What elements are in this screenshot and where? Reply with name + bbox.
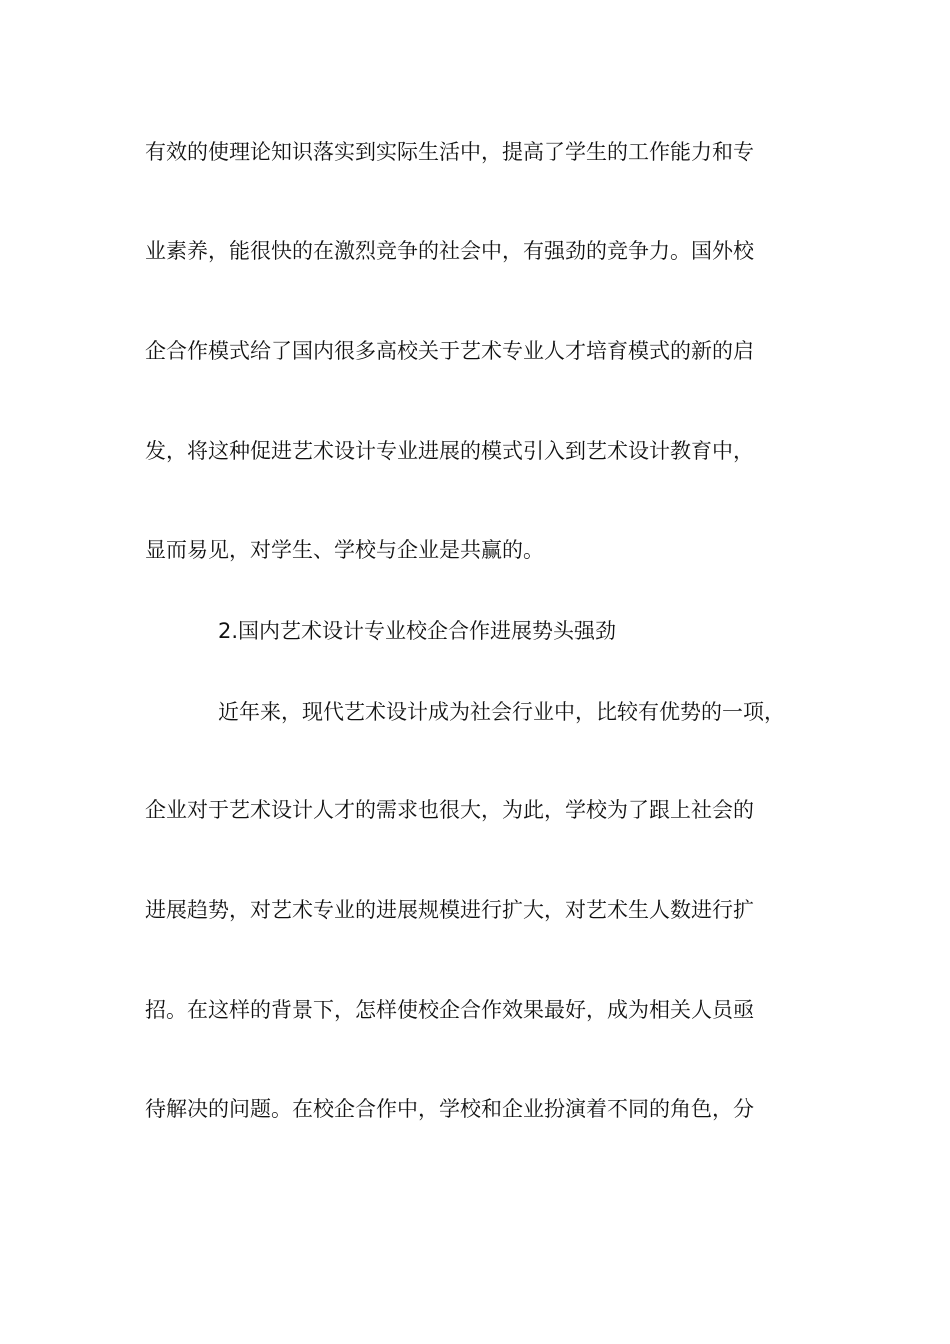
paragraph-line: 企业对于艺术设计人才的需求也很大，为此，学校为了跟上社会的: [145, 798, 754, 822]
paragraph-line: 发，将这种促进艺术设计专业进展的模式引入到艺术设计教育中，: [145, 439, 754, 463]
paragraph-line: 显而易见，对学生、学校与企业是共赢的。: [145, 538, 544, 562]
section-heading: 2.国内艺术设计专业校企合作进展势头强劲: [218, 619, 617, 643]
paragraph-line: 企合作模式给了国内很多高校关于艺术专业人才培育模式的新的启: [145, 339, 754, 363]
paragraph-line: 有效的使理论知识落实到实际生活中，提高了学生的工作能力和专: [145, 140, 754, 164]
paragraph-line: 招。在这样的背景下，怎样使校企合作效果最好，成为相关人员亟: [145, 998, 754, 1022]
paragraph-line: 待解决的问题。在校企合作中，学校和企业扮演着不同的角色，分: [145, 1097, 754, 1121]
paragraph-line: 业素养，能很快的在激烈竞争的社会中，有强劲的竞争力。国外校: [145, 239, 754, 263]
paragraph-line: 近年来，现代艺术设计成为社会行业中，比较有优势的一项，: [218, 700, 785, 724]
paragraph-line: 进展趋势，对艺术专业的进展规模进行扩大，对艺术生人数进行扩: [145, 898, 754, 922]
